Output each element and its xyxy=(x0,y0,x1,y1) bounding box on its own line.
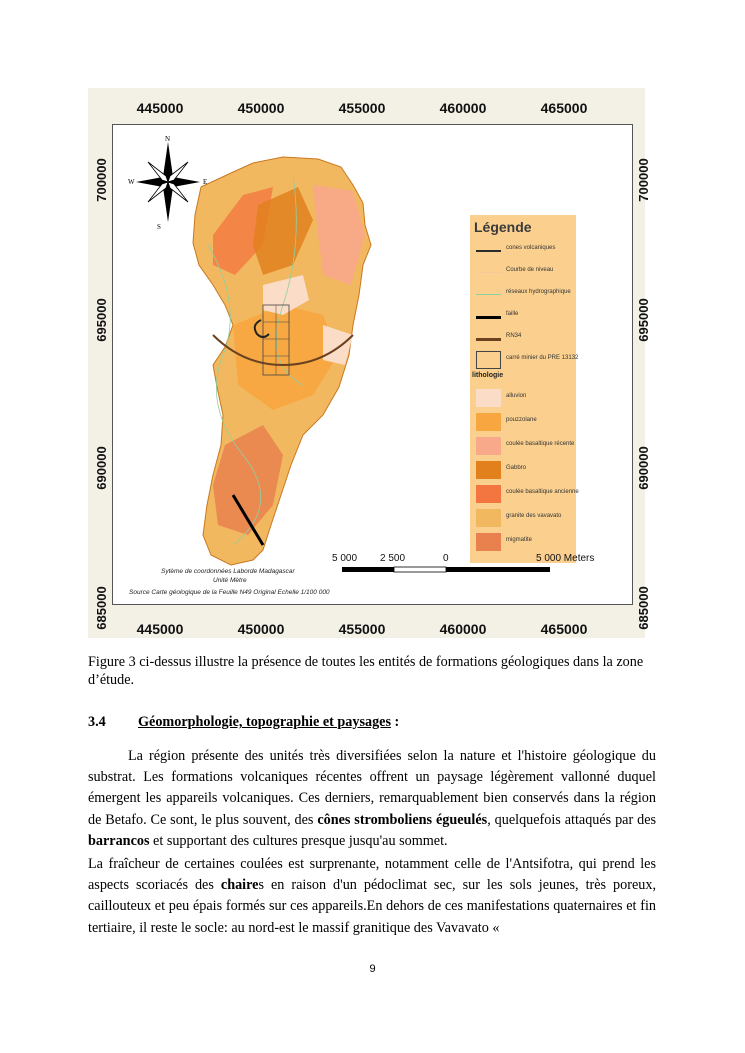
body-paragraph xyxy=(88,854,656,939)
paragraph-bold-text: barrancos xyxy=(88,832,150,849)
y-coord-label: 695000 xyxy=(636,298,651,342)
x-coord-label: 450000 xyxy=(237,621,285,637)
gabbro-swatch xyxy=(476,461,501,479)
legend-label: Gabbro xyxy=(506,465,527,471)
legend-label: granite des vavavato xyxy=(506,513,562,519)
x-coord-label: 465000 xyxy=(540,621,588,637)
body-paragraph xyxy=(88,746,656,852)
x-coord-label: 465000 xyxy=(540,100,588,116)
scale-label: 0 xyxy=(443,553,449,564)
compass-rose-icon xyxy=(136,142,200,222)
x-coord-label: 450000 xyxy=(237,100,285,116)
legend-label: RN34 xyxy=(506,333,522,339)
legend-label: carré minier du PRE 13132 xyxy=(506,355,579,361)
paragraph-bold-text: cônes stromboliens égueulés xyxy=(317,811,488,828)
legend-item xyxy=(476,437,576,457)
legend-label: réseaux hydrographique xyxy=(506,289,571,295)
figure-caption: Figure 3 ci-dessus illustre la présence de toutes les entités de formations géologiques dans la zone d’étude. xyxy=(88,654,644,688)
legend-label: faille xyxy=(506,311,519,317)
legend-item xyxy=(476,329,576,349)
map-frame xyxy=(112,124,633,605)
compass-s-label: S xyxy=(157,223,161,231)
legend-item xyxy=(476,351,579,371)
compass-w-label: W xyxy=(128,178,135,186)
paragraph-text: , quelquefois attaqués par des xyxy=(487,811,657,828)
paragraph-text: La fraîcheur de certaines coulées est surprenante, notamment celle de l'Antsifotra, qui prend les aspects scoriacés des xyxy=(88,856,656,894)
granite-swatch xyxy=(476,509,501,527)
compass-n-label: N xyxy=(165,135,171,143)
y-coord-label: 685000 xyxy=(94,586,109,630)
legend-label: coulée basaltique ancienne xyxy=(506,489,579,495)
x-coord-label: 445000 xyxy=(136,621,184,637)
alluvion-swatch xyxy=(476,389,501,407)
pouzzolane-swatch xyxy=(476,413,501,431)
road-line-symbol xyxy=(476,338,501,341)
legend-item xyxy=(476,461,576,481)
fault-line-symbol xyxy=(476,316,501,319)
scale-label: 5 000 Meters xyxy=(536,553,595,564)
cones-line-symbol xyxy=(476,250,501,252)
legend-item xyxy=(476,389,576,409)
river-line-symbol xyxy=(476,294,501,295)
paragraph-text: et supportant des cultures presque jusqu'au sommet. xyxy=(149,832,448,849)
y-coord-label: 685000 xyxy=(636,586,651,630)
section-heading xyxy=(88,714,399,731)
section-number: 3.4 xyxy=(88,714,106,730)
x-coord-label: 445000 xyxy=(136,100,184,116)
x-coord-label: 455000 xyxy=(338,100,386,116)
geological-map-figure xyxy=(88,88,651,638)
scale-label: 2 500 xyxy=(380,553,406,564)
y-coord-label: 690000 xyxy=(94,446,109,490)
y-coord-label: 700000 xyxy=(636,158,651,202)
lithology-heading: lithologie xyxy=(472,372,504,379)
legend-label: coulée basaltique récente xyxy=(506,441,575,447)
paragraph-bold-text: chaire xyxy=(220,877,259,894)
source-credit: Source Carte géologique de la Feuille N49 Original Echelle 1/100 000 xyxy=(129,589,330,596)
x-coord-label: 460000 xyxy=(439,621,487,637)
mining-square-symbol xyxy=(476,351,501,369)
legend-label: cones volcaniques xyxy=(506,245,556,251)
legend-item xyxy=(476,533,576,553)
legend-item xyxy=(476,241,576,261)
legend-label: Courbe de niveau xyxy=(506,267,554,273)
migmatite-swatch xyxy=(476,533,501,551)
legend-label: pouzzolane xyxy=(506,417,537,423)
paragraph-text: La région présente des unités très diversifiées selon la nature et l'histoire géologique du substrat. Les formations volcaniques récentes offrent un paysage légèrement vallonné duquel émergent les appareils volcaniques. Ces derniers, remarquablement bien conservés dans la région de Betafo. Ce sont, le plus souvent, des xyxy=(88,748,656,828)
y-coord-label: 695000 xyxy=(94,298,109,342)
y-coord-label: 700000 xyxy=(94,158,109,202)
compass-e-label: E xyxy=(203,178,208,186)
legend-item xyxy=(476,509,576,529)
legend-label: alluvion xyxy=(506,393,527,399)
legend-label: migmatite xyxy=(506,537,533,543)
legend-title: Légende xyxy=(474,219,532,235)
x-coord-label: 455000 xyxy=(338,621,386,637)
map-legend xyxy=(470,215,579,563)
coulee-ancienne-swatch xyxy=(476,485,501,503)
page-number: 9 xyxy=(369,963,376,975)
scale-label: 5 000 xyxy=(332,553,358,564)
coulee-recente-swatch xyxy=(476,437,501,455)
paragraph-text: s en raison d'un pédoclimat sec, sur les sols jeunes, très poreux, caillouteux et peu épais formés sur ces appareils.En dehors de ces manifestations quaternaires et fin tertiaire, il reste le socle: au nord-est le massif granitique des Vavavato « xyxy=(88,877,657,936)
unit-credit: Unité Mètre xyxy=(213,577,247,584)
legend-item xyxy=(476,263,576,283)
section-title-suffix: : xyxy=(391,714,400,730)
legend-item xyxy=(476,485,579,505)
x-coord-label: 460000 xyxy=(439,100,487,116)
legend-item xyxy=(476,285,576,305)
coordinate-system-credit: Sytème de coordonnées Laborde Madagascar xyxy=(161,568,295,575)
y-coord-label: 690000 xyxy=(636,446,651,490)
legend-item xyxy=(476,307,576,327)
section-title: Géomorphologie, topographie et paysages xyxy=(138,714,391,730)
contour-line-symbol xyxy=(476,272,501,273)
legend-item xyxy=(476,413,576,433)
scale-bar xyxy=(342,567,550,572)
